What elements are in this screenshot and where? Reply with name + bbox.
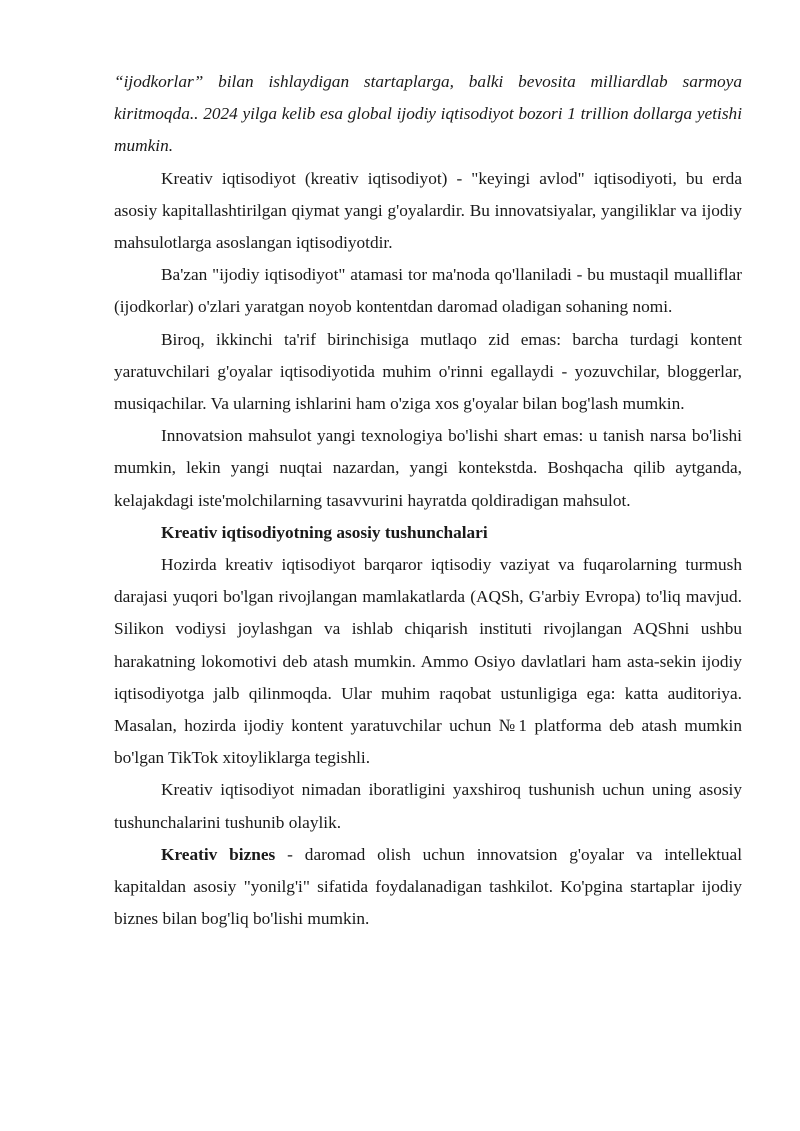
section-heading: Kreativ iqtisodiyotning asosiy tushunchalari	[161, 522, 488, 542]
body-paragraph: Kreativ iqtisodiyot (kreativ iqtisodiyot) - "keyingi avlod" iqtisodiyoti, bu erda asosiy kapitallashtirilgan qiymat yangi g'oyalardir. Bu innovatsiyalar, yangiliklar va ijodiy mahsulotlarga asoslangan iqtisodiyotdir.	[114, 168, 742, 253]
body-paragraph: Biroq, ikkinchi ta'rif birinchisiga mutlaqo zid emas: barcha turdagi kontent yaratuvchilari g'oyalar iqtisodiyotida muhim o'rinni egallaydi - yozuvchilar, bloggerlar, musiqachilar. Va ularning ishlarini ham o'ziga xos g'oyalar bilan bog'lash mumkin.	[114, 329, 742, 414]
body-paragraph: Ba'zan "ijodiy iqtisodiyot" atamasi tor ma'noda qo'llaniladi - bu mustaqil mualliflar (ijodkorlar) o'zlari yaratgan noyob kontentdan daromad oladigan sohaning nomi.	[114, 265, 742, 317]
definition-paragraph	[114, 839, 742, 936]
definition-term: Kreativ biznes	[161, 844, 276, 864]
intro-italic-paragraph: “ijodkorlar” bilan ishlaydigan startaplarga, balki bevosita milliardlab sarmoya kiritmoqda.. 2024 yilga kelib esa global ijodiy iqtisodiyot bozori 1 trillion dollarga yetishi mumkin.	[114, 72, 742, 156]
body-paragraph: Hozirda kreativ iqtisodiyot barqaror iqtisodiy vaziyat va fuqarolarning turmush darajasi yuqori bo'lgan rivojlangan mamlakatlarda (AQSh, G'arbiy Evropa) to'liq mavjud. Silikon vodiysi joylashgan va ishlab chiqarish instituti rivojlangan AQShni ushbu harakatning lokomotivi deb atash mumkin. Ammo Osiyo davlatlari ham asta-sekin ijodiy iqtisodiyotga jalb qilinmoqda. Ular muhim raqobat ustunligiga ega: katta auditoriya. Masalan, hozirda ijodiy kontent yaratuvchilar uchun №1 platforma deb atash mumkin bo'lgan TikTok xitoyliklarga tegishli.	[114, 555, 742, 768]
document-page	[114, 66, 742, 935]
body-paragraph: Innovatsion mahsulot yangi texnologiya bo'lishi shart emas: u tanish narsa bo'lishi mumkin, lekin yangi nuqtai nazardan, yangi kontekstda. Boshqacha qilib aytganda, kelajakdagi iste'molchilarning tasavvurini hayratda qoldiradigan mahsulot.	[114, 426, 742, 510]
body-paragraph: Kreativ iqtisodiyot nimadan iboratligini yaxshiroq tushunish uchun uning asosiy tushunchalarini tushunib olaylik.	[114, 780, 742, 832]
definition-text: - daromad olish uchun innovatsion g'oyalar va intellektual kapitaldan asosiy "yonilg'i" sifatida foydalanadigan tashkilot. Ko'pgina startaplar ijodiy biznes bilan bog'liq bo'lishi mumkin.	[114, 844, 742, 929]
